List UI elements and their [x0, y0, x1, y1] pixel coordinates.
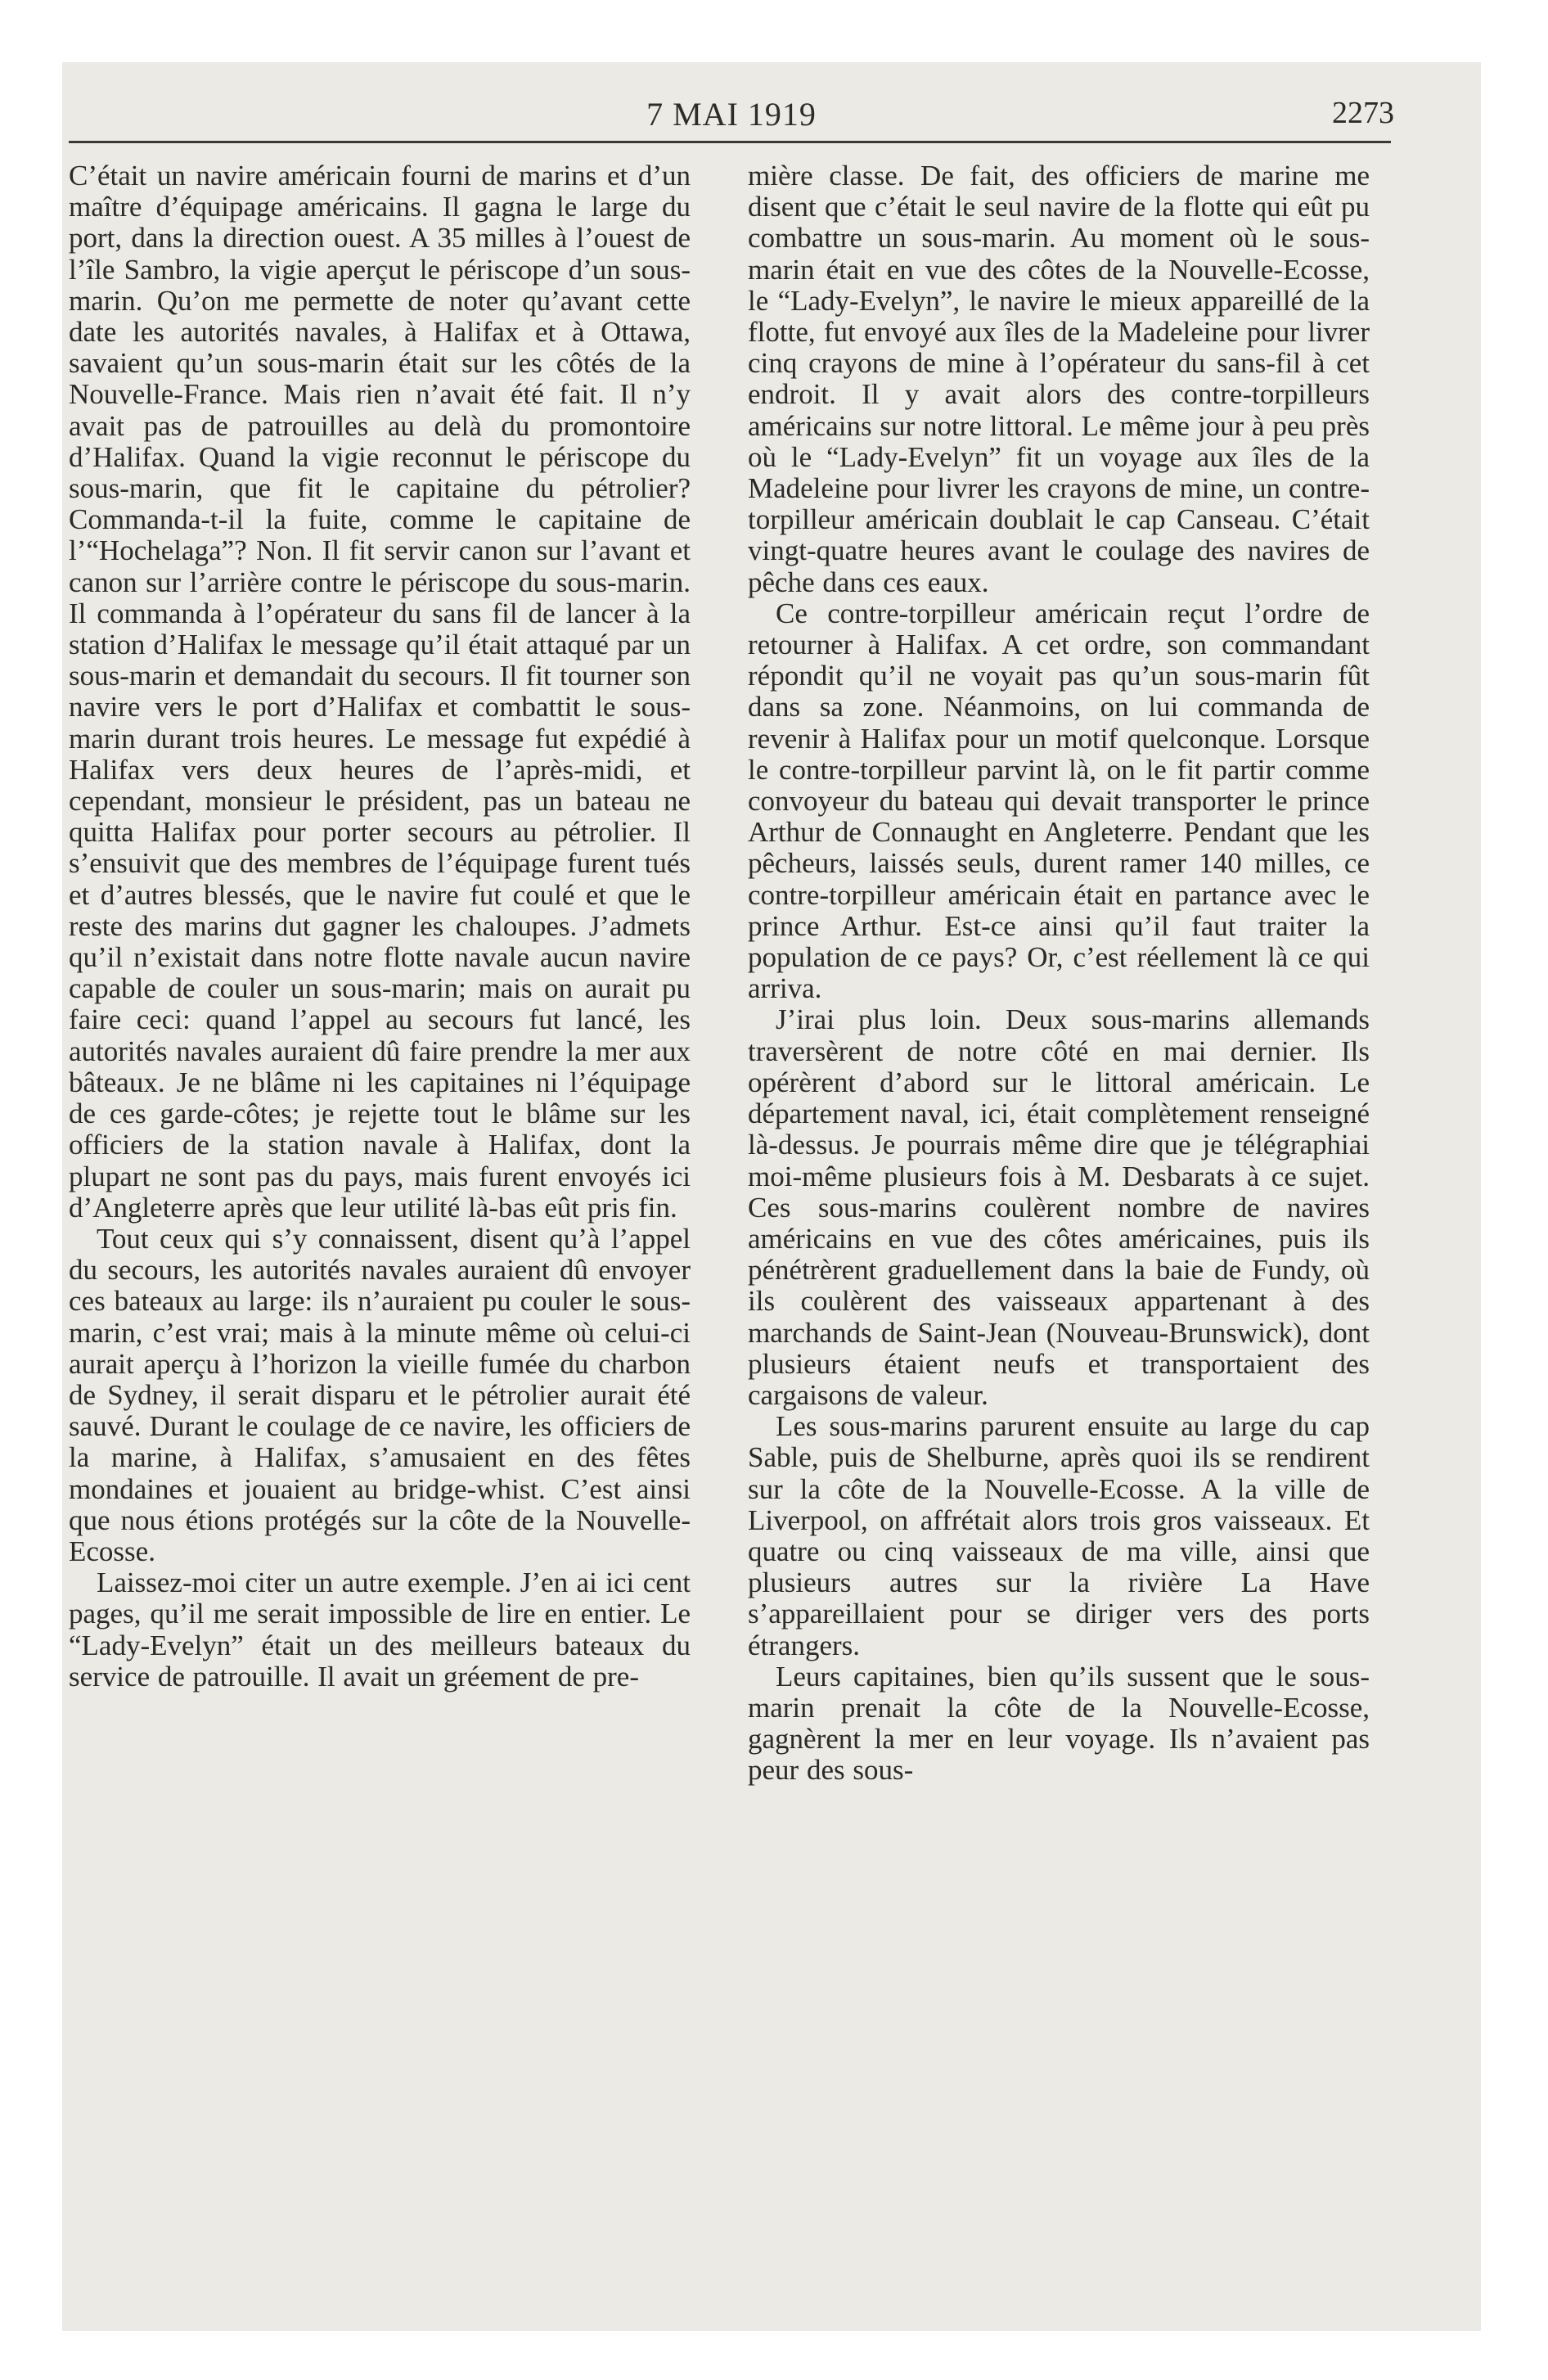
left-paragraph-3: Laissez-moi citer un autre exemple. J’en ai ici cent pages, qu’il me serait impossible de lire en entier. Le “Lady-Evelyn” était un des meilleurs bateaux du service de patrouille. Il avait un gréement de pre-: [69, 1566, 691, 1693]
left-paragraph-2: Tout ceux qui s’y connaissent, disent qu’à l’appel du secours, les autorités navales auraient dû envoyer ces bateaux au large: ils n’auraient pu couler le sous-marin, c’est vrai; mais à la minute même où celui-ci aurait aperçu à l’horizon la vieille fumée du charbon de Sydney, il serait disparu et le pétrolier aurait été sauvé. Durant le coulage de ce navire, les officiers de la marine, à Halifax, s’amusaient en des fêtes mondaines et jouaient au bridge-whist. C’est ainsi que nous étions protégés sur la côte de la Nouvelle-Ecosse.: [69, 1222, 691, 1567]
header-rule: [69, 141, 1391, 143]
right-column: [748, 160, 1370, 1787]
page-header: [69, 95, 1394, 144]
page-number: 2273: [1332, 96, 1394, 130]
page-date: 7 MAI 1919: [646, 96, 817, 133]
right-paragraph-4: Les sous-marins parurent ensuite au large du cap Sable, puis de Shelburne, après quoi ils se rendirent sur la côte de la Nouvelle-Ecosse. A la ville de Liverpool, on affrétait alors trois gros vaisseaux. Et quatre ou cinq vaisseaux de ma ville, ainsi que plusieurs autres sur la rivière La Have s’appareillaient pour se diriger vers des ports étrangers.: [748, 1410, 1370, 1661]
right-paragraph-2: Ce contre-torpilleur américain reçut l’ordre de retourner à Halifax. A cet ordre, son commandant répondit qu’il ne voyait pas qu’un sous-marin fût dans sa zone. Néanmoins, on lui commanda de revenir à Halifax pour un motif quelconque. Lorsque le contre-torpilleur parvint là, on le fit partir comme convoyeur du bateau qui devait transporter le prince Arthur de Connaught en Angleterre. Pendant que les pêcheurs, laissés seuls, durent ramer 140 milles, ce contre-torpilleur américain était en partance avec le prince Arthur. Est-ce ainsi qu’il faut traiter la population de ce pays? Or, c’est réellement là ce qui arriva.: [748, 597, 1370, 1005]
right-paragraph-1: mière classe. De fait, des officiers de marine me disent que c’était le seul navire de la flotte qui eût pu combattre un sous-marin. Au moment où le sous-marin était en vue des côtes de la Nouvelle-Ecosse, le “Lady-Evelyn”, le navire le mieux appareillé de la flotte, fut envoyé aux îles de la Madeleine pour livrer cinq crayons de mine à l’opérateur du sans-fil à cet endroit. Il y avait alors des contre-torpilleurs américains sur notre littoral. Le même jour à peu près où le “Lady-Evelyn” fit un voyage aux îles de la Madeleine pour livrer les crayons de mine, un contre-torpilleur américain doublait le cap Canseau. C’était vingt-quatre heures avant le coulage des navires de pêche dans ces eaux.: [748, 160, 1370, 598]
right-paragraph-3: J’irai plus loin. Deux sous-marins allemands traversèrent de notre côté en mai dernier. Ils opérèrent d’abord sur le littoral américain. Le département naval, ici, était complètement renseigné là-dessus. Je pourrais même dire que je télégraphiai moi-même plusieurs fois à M. Desbarats à ce sujet. Ces sous-marins coulèrent nombre de navires américains en vue des côtes américaines, puis ils pénétrèrent graduellement dans la baie de Fundy, où ils coulèrent des vaisseaux appartenant à des marchands de Saint-Jean (Nouveau-Brunswick), dont plusieurs étaient neufs et transportaient des cargaisons de valeur.: [748, 1003, 1370, 1411]
left-paragraph-1: C’était un navire américain fourni de marins et d’un maître d’équipage américains. Il gagna le large du port, dans la direction ouest. A 35 milles à l’ouest de l’île Sambro, la vigie aperçut le périscope d’un sous-marin. Qu’on me permette de noter qu’avant cette date les autorités navales, à Halifax et à Ottawa, savaient qu’un sous-marin était sur les côtés de la Nouvelle-France. Mais rien n’avait été fait. Il n’y avait pas de patrouilles au delà du promontoire d’Halifax. Quand la vigie reconnut le périscope du sous-marin, que fit le capitaine du pétrolier? Commanda-t-il la fuite, comme le capitaine de l’“Hochelaga”? Non. Il fit servir canon sur l’avant et canon sur l’arrière contre le périscope du sous-marin. Il commanda à l’opérateur du sans fil de lancer à la station d’Halifax le message qu’il était attaqué par un sous-marin et demandait du secours. Il fit tourner son navire vers le port d’Halifax et combattit le sous-marin durant trois heures. Le message fut expédié à Halifax vers deux heures de l’après-midi, et cependant, monsieur le président, pas un bateau ne quitta Halifax pour porter secours au pétrolier. Il s’ensuivit que des membres de l’équipage furent tués et d’autres blessés, que le navire fut coulé et que le reste des marins dut gagner les chaloupes. J’admets qu’il n’existait dans notre flotte navale aucun navire capable de couler un sous-marin; mais on aurait pu faire ceci: quand l’appel au secours fut lancé, les autorités navales auraient dû faire prendre la mer aux bâteaux. Je ne blâme ni les capitaines ni l’équipage de ces garde-côtes; je rejette tout le blâme sur les officiers de la station navale à Halifax, dont la plupart ne sont pas du pays, mais furent envoyés ici d’Angleterre après que leur utilité là-bas eût pris fin.: [69, 160, 691, 1224]
right-paragraph-5: Leurs capitaines, bien qu’ils sussent que le sous-marin prenait la côte de la Nouvelle-Ecosse, gagnèrent la mer en leur voyage. Ils n’avaient pas peur des sous-: [748, 1660, 1370, 1787]
left-column: [69, 160, 691, 1693]
